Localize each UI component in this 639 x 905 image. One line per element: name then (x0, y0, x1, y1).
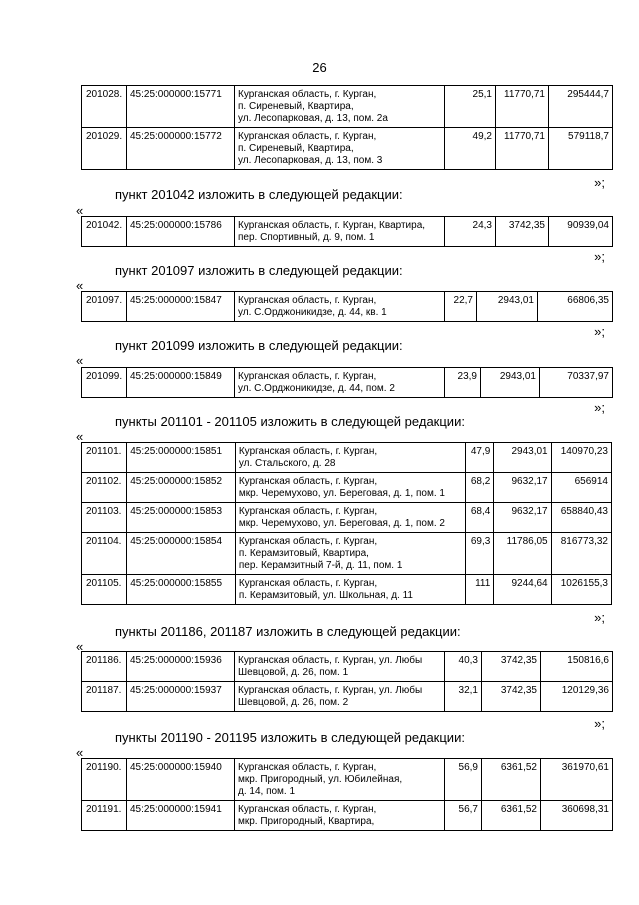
cadastral-number-cell: 45:25:000000:15852 (127, 473, 236, 503)
address-cell (235, 682, 445, 712)
address-cell (235, 443, 465, 473)
property-table-1 (81, 85, 613, 170)
address-line: Курганская область, г. Курган, (238, 578, 378, 589)
total-value-cell: 66806,35 (538, 292, 613, 322)
unit-price-cell: 3742,35 (482, 652, 541, 682)
instruction-5: пункты 201186, 201187 изложить в следующей редакции: (115, 624, 461, 639)
area-cell: 56,9 (445, 759, 482, 801)
table-row (82, 533, 612, 575)
item-number-cell: 201099. (82, 368, 127, 398)
address-cell (235, 86, 445, 128)
cadastral-number-cell: 45:25:000000:15851 (127, 443, 236, 473)
property-table-4 (81, 367, 613, 398)
address-cell (235, 533, 465, 575)
unit-price-cell: 2943,01 (494, 443, 551, 473)
address-line: мкр. Черемухово, ул. Береговая, д. 1, пом. 2 (238, 518, 445, 529)
table-row (82, 128, 613, 170)
address-line: мкр. Черемухово, ул. Береговая, д. 1, пом. 1 (238, 488, 445, 499)
area-cell: 24,3 (445, 217, 496, 247)
open-quote-3: « (76, 353, 84, 368)
address-line: Курганская область, г. Курган, (238, 446, 378, 457)
address-line: п. Сиреневый, Квартира, (238, 143, 354, 154)
unit-price-cell: 11770,71 (496, 86, 549, 128)
area-cell: 23,9 (445, 368, 481, 398)
address-line: Шевцовой, д. 26, пом. 2 (238, 697, 349, 708)
address-line: Курганская область, г. Курган, (238, 804, 377, 815)
total-value-cell: 120129,36 (541, 682, 613, 712)
address-line: пер. Керамзитный 7-й, д. 11, пом. 1 (238, 560, 403, 571)
open-quote-5: « (76, 639, 84, 654)
total-value-cell: 361970,61 (541, 759, 613, 801)
address-cell (235, 801, 445, 831)
property-table-3 (81, 291, 613, 322)
address-cell (235, 503, 465, 533)
unit-price-cell: 9244,64 (494, 575, 551, 605)
item-number-cell: 201102. (82, 473, 127, 503)
cadastral-number-cell: 45:25:000000:15854 (127, 533, 236, 575)
table-row (82, 759, 613, 801)
cadastral-number-cell: 45:25:000000:15786 (127, 217, 235, 247)
table-row (82, 368, 613, 398)
close-quote-5: »; (594, 610, 605, 625)
address-line: Курганская область, г. Курган, (238, 89, 377, 100)
address-cell (235, 368, 445, 398)
total-value-cell: 656914 (551, 473, 611, 503)
item-number-cell: 201190. (82, 759, 127, 801)
instruction-6: пункты 201190 - 201195 изложить в следующей редакции: (115, 730, 465, 745)
instruction-3: пункт 201099 изложить в следующей редакции: (115, 338, 403, 353)
cadastral-number-cell: 45:25:000000:15855 (127, 575, 236, 605)
close-quote-1: »; (594, 175, 605, 190)
area-cell: 32,1 (445, 682, 482, 712)
instruction-2: пункт 201097 изложить в следующей редакции: (115, 263, 403, 278)
cadastral-number-cell: 45:25:000000:15847 (127, 292, 235, 322)
item-number-cell: 201104. (82, 533, 127, 575)
total-value-cell: 295444,7 (549, 86, 613, 128)
area-cell: 25,1 (445, 86, 496, 128)
open-quote-6: « (76, 745, 84, 760)
total-value-cell: 150816,6 (541, 652, 613, 682)
item-number-cell: 201097. (82, 292, 127, 322)
close-quote-4: »; (594, 400, 605, 415)
instruction-1: пункт 201042 изложить в следующей редакции: (115, 187, 403, 202)
table-row (82, 801, 613, 831)
cadastral-number-cell: 45:25:000000:15940 (127, 759, 235, 801)
area-cell: 68,2 (466, 473, 494, 503)
table-row (82, 443, 612, 473)
address-cell (235, 759, 445, 801)
area-cell: 22,7 (445, 292, 477, 322)
address-line: ул. Стальского, д. 28 (238, 458, 336, 469)
instruction-4: пункты 201101 - 201105 изложить в следующей редакции: (115, 414, 465, 429)
address-line: мкр. Пригородный, Квартира, (238, 816, 375, 827)
address-cell (235, 217, 445, 247)
unit-price-cell: 11770,71 (496, 128, 549, 170)
table-row (82, 503, 612, 533)
table-row (82, 575, 612, 605)
area-cell: 56,7 (445, 801, 482, 831)
area-cell: 40,3 (445, 652, 482, 682)
address-line: п. Керамзитовый, Квартира, (238, 548, 369, 559)
address-line: ул. Лесопарковая, д. 13, пом. 2а (238, 113, 388, 124)
area-cell: 47,9 (466, 443, 494, 473)
address-cell (235, 292, 445, 322)
item-number-cell: 201103. (82, 503, 127, 533)
address-line: Курганская область, г. Курган, (238, 536, 378, 547)
cadastral-number-cell: 45:25:000000:15941 (127, 801, 235, 831)
unit-price-cell: 11786,05 (494, 533, 551, 575)
area-cell: 69,3 (466, 533, 494, 575)
area-cell: 68,4 (466, 503, 494, 533)
address-line: п. Сиреневый, Квартира, (238, 101, 354, 112)
unit-price-cell: 9632,17 (494, 503, 551, 533)
address-line: Курганская область, г. Курган, (238, 295, 377, 306)
address-line: ул. С.Орджоникидзе, д. 44, пом. 2 (238, 383, 395, 394)
address-line: Курганская область, г. Курган, ул. Любы (238, 685, 423, 696)
close-quote-3: »; (594, 324, 605, 339)
area-cell: 49,2 (445, 128, 496, 170)
unit-price-cell: 3742,35 (482, 682, 541, 712)
open-quote-4: « (76, 429, 84, 444)
table-row (82, 652, 613, 682)
page-number: 26 (312, 60, 327, 75)
total-value-cell: 70337,97 (540, 368, 613, 398)
table-row (82, 473, 612, 503)
address-line: Курганская область, г. Курган, (238, 131, 377, 142)
property-table-6 (81, 651, 613, 712)
table-row (82, 292, 613, 322)
item-number-cell: 201191. (82, 801, 127, 831)
open-quote-2: « (76, 278, 84, 293)
unit-price-cell: 6361,52 (482, 801, 541, 831)
address-line: мкр. Пригородный, ул. Юбилейная, (238, 774, 403, 785)
item-number-cell: 201187. (82, 682, 127, 712)
total-value-cell: 816773,32 (551, 533, 611, 575)
address-line: Курганская область, г. Курган, ул. Любы (238, 655, 423, 666)
address-line: Курганская область, г. Курган, Квартира, (238, 220, 426, 231)
unit-price-cell: 3742,35 (496, 217, 549, 247)
cadastral-number-cell: 45:25:000000:15936 (127, 652, 235, 682)
unit-price-cell: 2943,01 (481, 368, 540, 398)
cadastral-number-cell: 45:25:000000:15849 (127, 368, 235, 398)
item-number-cell: 201042. (82, 217, 127, 247)
table-row (82, 682, 613, 712)
address-line: ул. Лесопарковая, д. 13, пом. 3 (238, 155, 383, 166)
total-value-cell: 579118,7 (549, 128, 613, 170)
total-value-cell: 658840,43 (551, 503, 611, 533)
unit-price-cell: 2943,01 (477, 292, 538, 322)
address-line: Курганская область, г. Курган, (238, 506, 378, 517)
address-line: Шевцовой, д. 26, пом. 1 (238, 667, 349, 678)
item-number-cell: 201028. (82, 86, 127, 128)
close-quote-2: »; (594, 249, 605, 264)
address-line: Курганская область, г. Курган, (238, 762, 377, 773)
open-quote-1: « (76, 203, 84, 218)
property-table-2 (81, 216, 613, 247)
item-number-cell: 201186. (82, 652, 127, 682)
address-line: пер. Спортивный, д. 9, пом. 1 (238, 232, 375, 243)
total-value-cell: 1026155,3 (551, 575, 611, 605)
unit-price-cell: 9632,17 (494, 473, 551, 503)
address-line: Курганская область, г. Курган, (238, 371, 377, 382)
table-row (82, 217, 613, 247)
unit-price-cell: 6361,52 (482, 759, 541, 801)
cadastral-number-cell: 45:25:000000:15772 (127, 128, 235, 170)
address-line: Курганская область, г. Курган, (238, 476, 378, 487)
table-row (82, 86, 613, 128)
address-cell (235, 473, 465, 503)
property-table-5 (81, 442, 612, 605)
cadastral-number-cell: 45:25:000000:15853 (127, 503, 236, 533)
close-quote-6: »; (594, 716, 605, 731)
address-cell (235, 128, 445, 170)
item-number-cell: 201101. (82, 443, 127, 473)
item-number-cell: 201029. (82, 128, 127, 170)
total-value-cell: 90939,04 (549, 217, 613, 247)
total-value-cell: 140970,23 (551, 443, 611, 473)
property-table-7 (81, 758, 613, 831)
address-cell (235, 575, 465, 605)
address-cell (235, 652, 445, 682)
cadastral-number-cell: 45:25:000000:15771 (127, 86, 235, 128)
cadastral-number-cell: 45:25:000000:15937 (127, 682, 235, 712)
item-number-cell: 201105. (82, 575, 127, 605)
area-cell: 111 (466, 575, 494, 605)
address-line: ул. С.Орджоникидзе, д. 44, кв. 1 (238, 307, 387, 318)
address-line: д. 14, пом. 1 (238, 786, 296, 797)
total-value-cell: 360698,31 (541, 801, 613, 831)
address-line: п. Керамзитовый, ул. Школьная, д. 11 (238, 590, 413, 601)
